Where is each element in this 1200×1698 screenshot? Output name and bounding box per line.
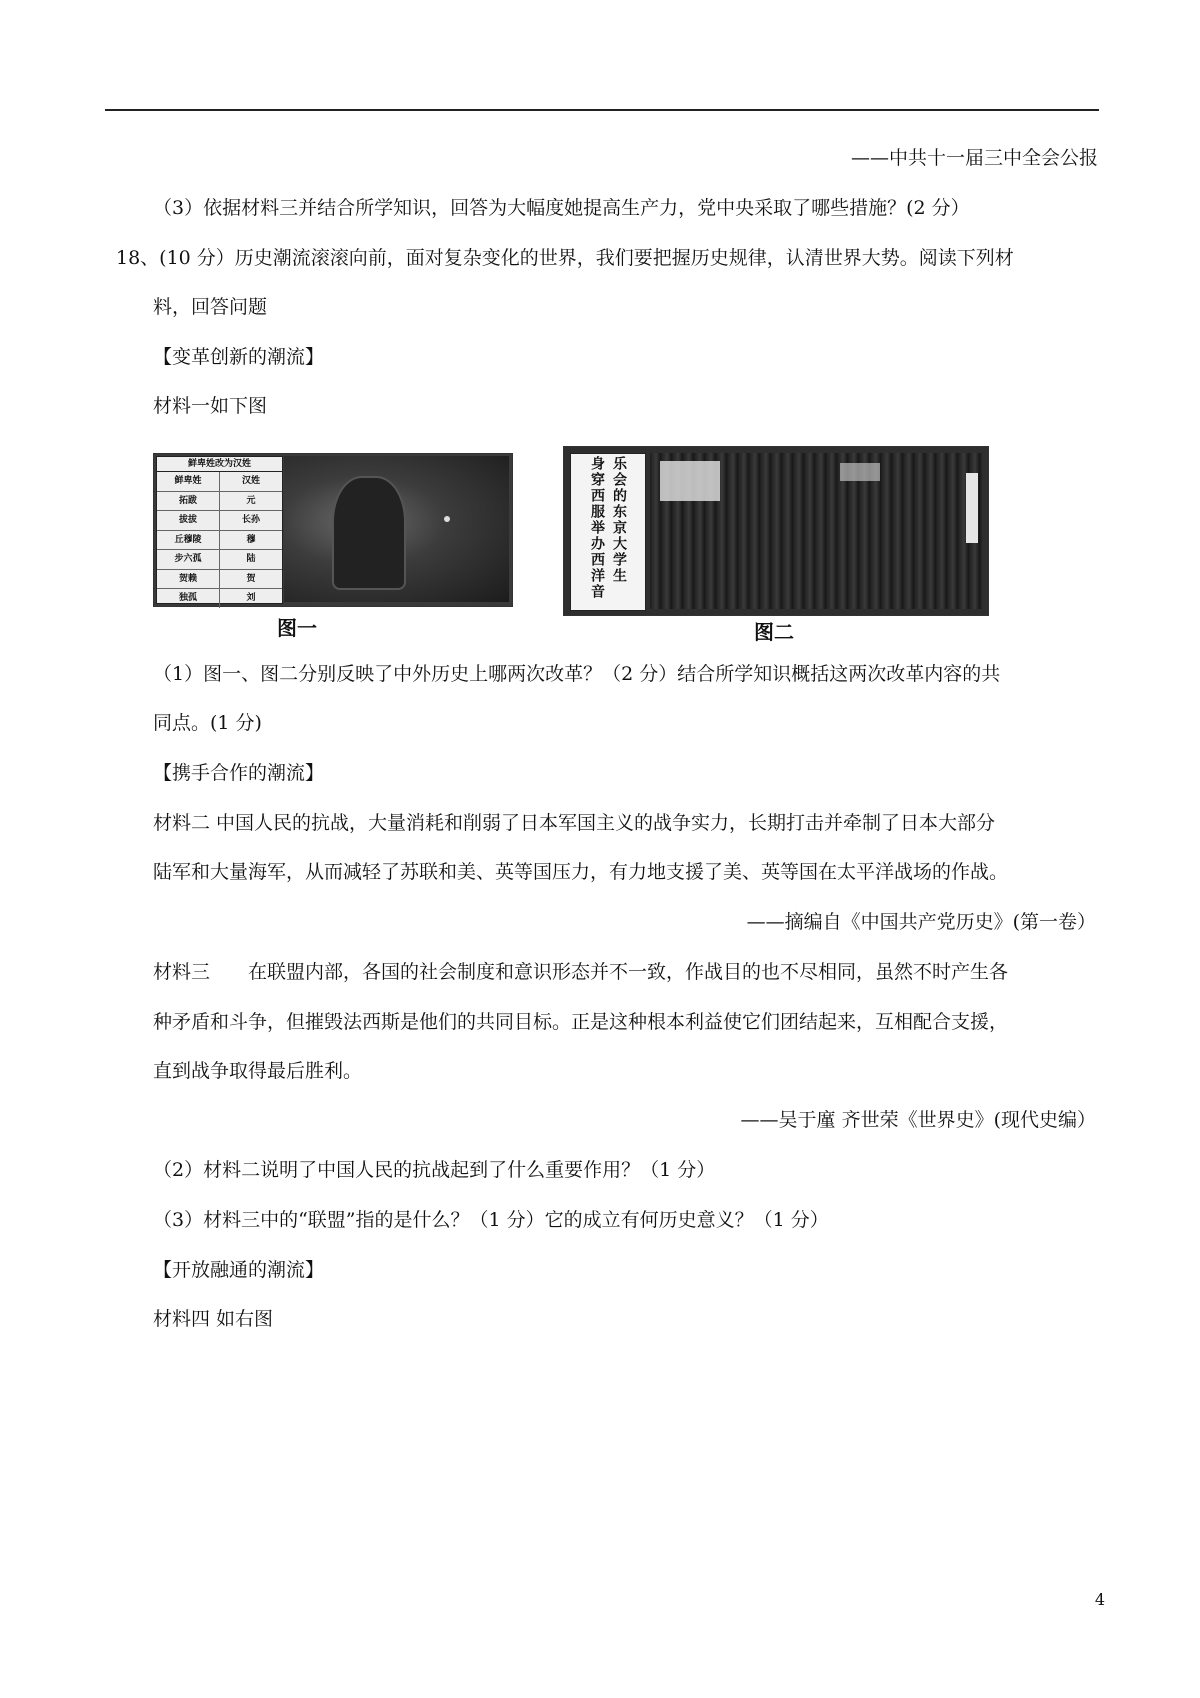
table-cell: 长孙 [241,515,260,525]
section-heading-openness: 【开放融通的潮流】 [153,1259,325,1281]
source-line-2: ——摘编自《中国共产党历史》(第一卷） [746,911,1096,933]
caption-column: 乐会的东京大学生 [611,456,627,584]
material-4-label: 材料四 如右图 [153,1308,274,1330]
table-cell: 丘穆陵 [157,531,220,550]
surname-table-title: 鲜卑姓改为汉姓 [157,457,282,472]
question-18-1-line-1: （1）图一、图二分别反映了中外历史上哪两次改革？（2 分）结合所学知识概括这两次改革内容的共 [153,663,1001,685]
header-rule [105,109,1099,111]
material-1-label: 材料一如下图 [153,395,268,417]
table-cell: 步六孤 [157,550,220,569]
table-row [157,570,282,590]
figure-1-image [153,453,513,607]
page-number: 4 [1094,1590,1105,1609]
table-row [157,492,282,512]
figure-2-caption [570,453,646,611]
question-18-intro-line-1: 18、(10 分）历史潮流滚滚向前，面对复杂变化的世界，我们要把握历史规律，认清世界大势。阅读下列材 [116,247,1014,269]
question-18-1-line-2: 同点。(1 分) [153,712,262,734]
table-row [157,531,282,551]
concert-photo [650,453,982,609]
table-cell: 拓跋 [157,492,220,511]
table-cell: 贺赖 [157,570,220,589]
table-cell: 陆 [246,554,256,564]
material-2-line-2: 陆军和大量海军，从而减轻了苏联和美、英等国压力，有力地支援了美、英等国在太平洋战场的作战。 [153,861,1009,883]
caption-column: 身穿西服举办西洋音 [589,456,605,600]
photo-side-tag [966,473,978,543]
section-heading-cooperation: 【携手合作的潮流】 [153,762,325,784]
figure-1-label: 图一 [277,616,317,640]
table-header-cell: 鲜卑姓 [157,472,220,491]
surname-table [156,456,283,604]
source-line-1: ——中共十一届三中全会公报 [850,147,1098,169]
table-cell: 元 [246,495,256,506]
emperor-portrait-photo [284,456,509,602]
figure-2-label: 图二 [754,620,794,644]
table-cell: 拔拔 [157,511,220,530]
question-18-2: （2）材料二说明了中国人民的抗战起到了什么重要作用？（1 分） [153,1159,716,1181]
question-18-intro-line-2: 料，回答问题 [153,296,268,318]
table-cell: 独孤 [157,589,220,608]
question-18-3: （3）材料三中的“联盟”指的是什么？（1 分）它的成立有何历史意义？（1 分） [153,1209,829,1231]
table-row [157,511,282,531]
section-heading-reform: 【变革创新的潮流】 [153,346,325,368]
figure-2-image [563,446,989,616]
table-cell: 刘 [246,593,256,603]
photo-light-area [840,463,880,481]
material-2-line-1: 材料二 中国人民的抗战，大量消耗和削弱了日本军国主义的战争实力，长期打击并牵制了日本大部分 [153,812,996,834]
table-row [157,550,282,570]
source-line-3: ——吴于廑 齐世荣《世界史》(现代史编） [740,1109,1096,1131]
table-cell: 贺 [246,573,256,584]
material-3-line-2: 种矛盾和斗争，但摧毁法西斯是他们的共同目标。正是这种根本利益使它们团结起来，互相配合支援， [153,1011,1009,1033]
material-3-line-3: 直到战争取得最后胜利。 [153,1060,363,1082]
table-header-cell: 汉姓 [241,476,260,486]
material-3-line-1: 材料三 在联盟内部，各国的社会制度和意识形态并不一致，作战目的也不尽相同，虽然不时产生各 [153,961,1009,983]
table-row [157,589,282,608]
portrait-highlight [444,516,450,522]
table-cell: 穆 [246,534,256,545]
portrait-figure [332,476,406,590]
photo-light-area [660,461,720,501]
surname-table-header [157,472,282,492]
question-17-3: （3）依据材料三并结合所学知识，回答为大幅度她提高生产力，党中央采取了哪些措施？(2 分） [153,197,970,219]
